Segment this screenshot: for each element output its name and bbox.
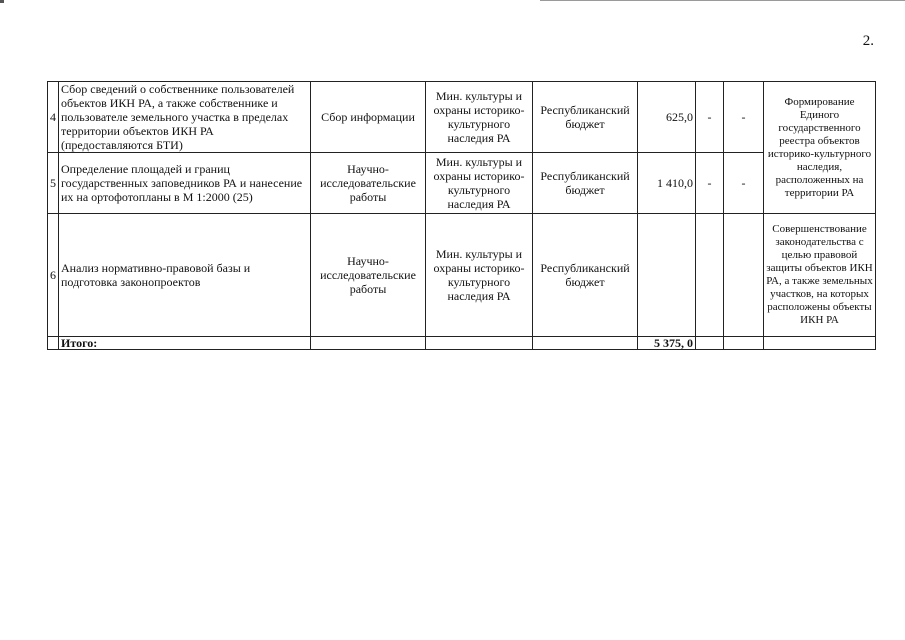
activity-name: Определение площадей и границ государственных заповедников РА и нанесение их на ортофотопланы в М 1:2000 (25) <box>59 153 311 214</box>
total-empty-cell <box>533 337 638 350</box>
funding-source: Республиканский бюджет <box>533 214 638 337</box>
table-row <box>48 153 876 214</box>
col-8-value: - <box>724 153 764 214</box>
table-row <box>48 214 876 337</box>
col-7-value <box>696 214 724 337</box>
activity-name: Анализ нормативно-правовой базы и подготовка законопроектов <box>59 214 311 337</box>
page-number: 2. <box>862 33 874 49</box>
col-7-value: - <box>696 82 724 153</box>
executor: Мин. культуры и охраны историко-культурного наследия РА <box>426 214 533 337</box>
expected-result: Формирование Единого государственного реестра объектов историко-культурного наследия, расположенных на территории РА <box>764 82 876 214</box>
total-number-cell <box>48 337 59 350</box>
total-row <box>48 337 876 350</box>
activity-type: Научно-исследовательские работы <box>311 153 426 214</box>
col-7-value: - <box>696 153 724 214</box>
activity-type: Научно-исследовательские работы <box>311 214 426 337</box>
amount: 1 410,0 <box>638 153 696 214</box>
total-empty-cell <box>426 337 533 350</box>
total-amount: 5 375, 0 <box>638 337 696 350</box>
col-8-value: - <box>724 82 764 153</box>
funding-source: Республиканский бюджет <box>533 82 638 153</box>
amount: 625,0 <box>638 82 696 153</box>
activity-name: Сбор сведений о собственнике пользователей объектов ИКН РА, а также собственнике и пользователе земельного участка в пределах территории объектов ИКН РА (предоставляются БТИ) <box>59 82 311 153</box>
activity-type: Сбор информации <box>311 82 426 153</box>
total-empty-cell <box>764 337 876 350</box>
scan-edge-line <box>540 0 905 1</box>
total-empty-cell <box>311 337 426 350</box>
table-row <box>48 82 876 153</box>
scan-mark <box>0 0 4 3</box>
executor: Мин. культуры и охраны историко-культурного наследия РА <box>426 82 533 153</box>
expected-result: Совершенствование законодательства с целью правовой защиты объектов ИКН РА, а также земельных участков, на которых расположены объекты ИКН РА <box>764 214 876 337</box>
row-number: 4 <box>48 82 59 153</box>
total-label: Итого: <box>59 337 311 350</box>
row-number: 5 <box>48 153 59 214</box>
funding-source: Республиканский бюджет <box>533 153 638 214</box>
total-empty-cell <box>696 337 724 350</box>
amount <box>638 214 696 337</box>
total-empty-cell <box>724 337 764 350</box>
row-number: 6 <box>48 214 59 337</box>
col-8-value <box>724 214 764 337</box>
executor: Мин. культуры и охраны историко-культурного наследия РА <box>426 153 533 214</box>
program-table <box>47 81 876 350</box>
